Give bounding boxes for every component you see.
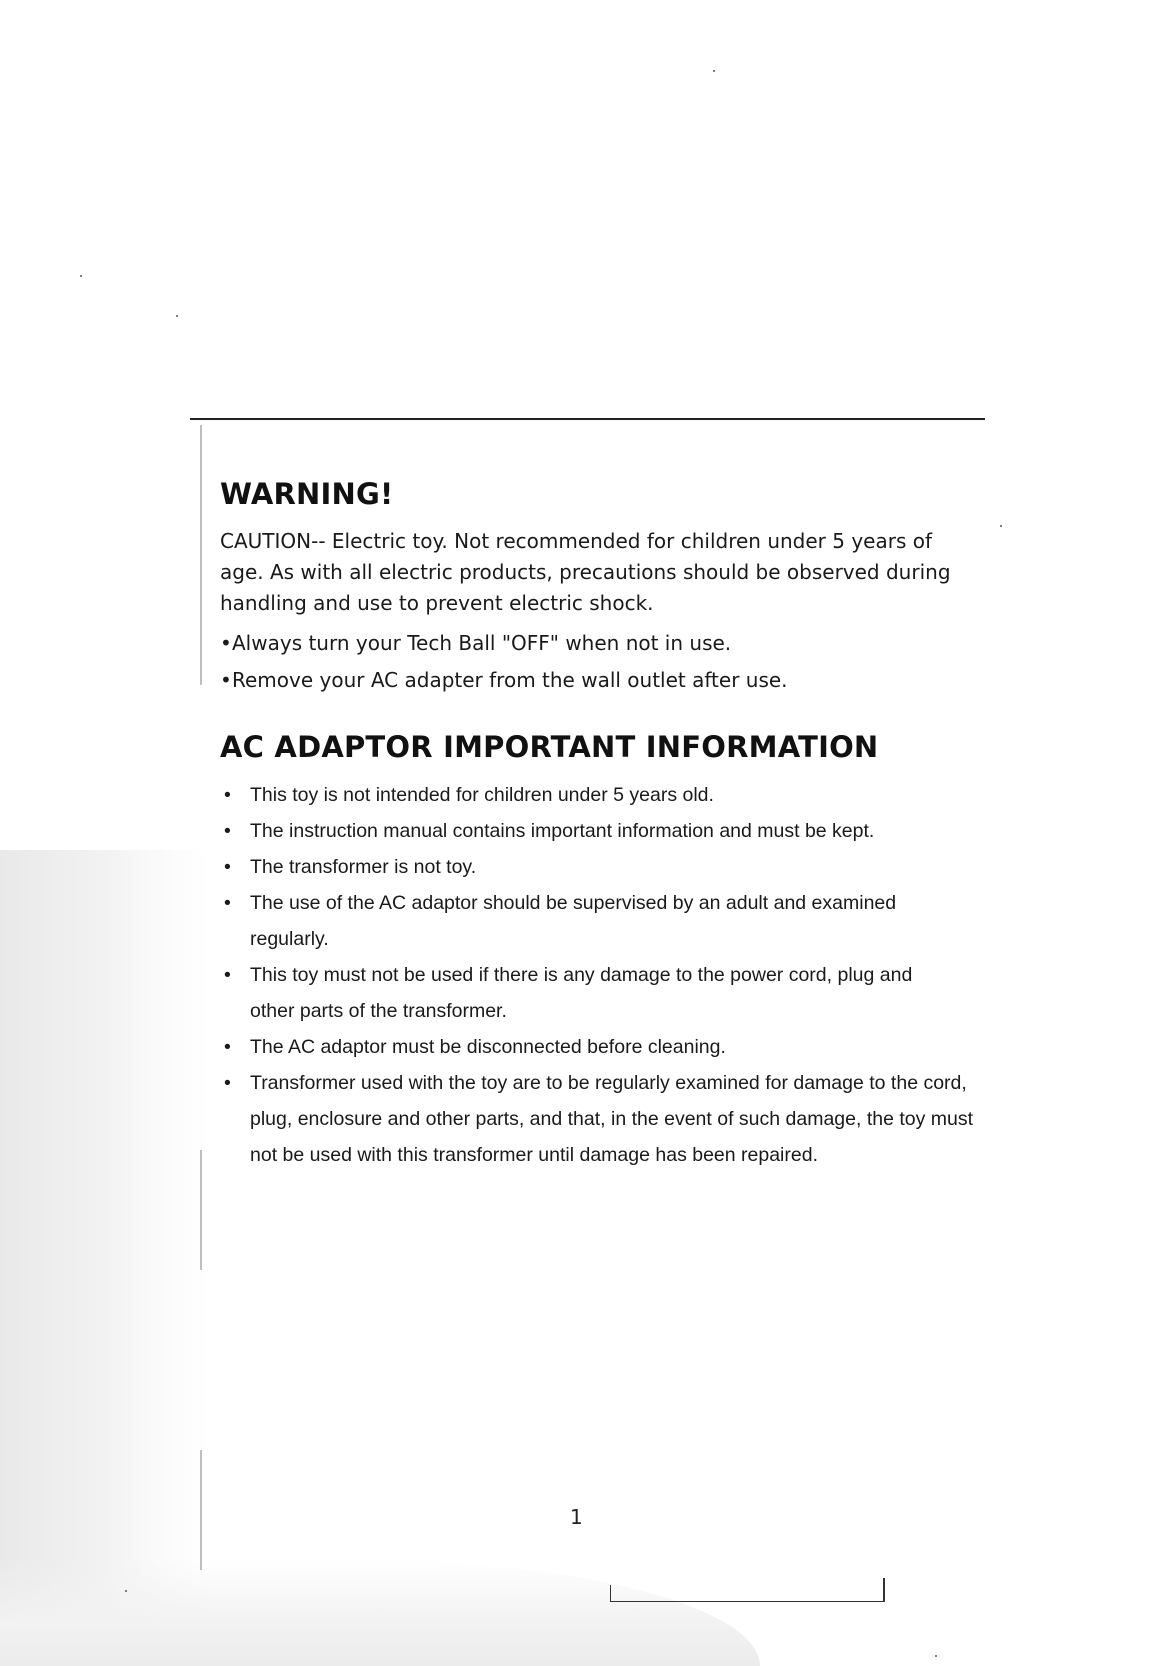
bullet-icon: • [220, 631, 232, 655]
scan-speck [1000, 525, 1002, 527]
top-rule [190, 418, 985, 420]
bullet-icon: • [220, 668, 232, 692]
scan-speck [935, 1655, 937, 1657]
warning-paragraph: CAUTION-- Electric toy. Not recommended for children under 5 years of age. As with all electric products, precautions should be observed during handling and use to prevent electric shock. [220, 529, 951, 615]
warning-bullet-list [220, 625, 980, 699]
bullet-icon: • [224, 820, 231, 842]
warning-bullet-text: Always turn your Tech Ball "OFF" when not in use. [232, 631, 732, 655]
binding-line [200, 1450, 202, 1570]
ac-adaptor-title: AC ADAPTOR IMPORTANT INFORMATION [220, 730, 879, 764]
scan-speck [176, 315, 178, 317]
bullet-icon: • [224, 964, 231, 986]
list-item [220, 885, 980, 957]
bullet-icon: • [224, 856, 231, 878]
list-item [220, 1029, 980, 1065]
ac-adaptor-list [220, 777, 980, 1173]
list-item [220, 957, 980, 1029]
ac-item-text: This toy is not intended for children under 5 years old. [250, 784, 714, 806]
list-item [220, 1065, 980, 1173]
list-item [220, 813, 980, 849]
ac-item-text: The instruction manual contains important information and must be kept. [250, 820, 875, 842]
list-item [220, 777, 980, 813]
binding-line [200, 1150, 202, 1270]
ac-item-text: The transformer is not toy. [250, 856, 477, 878]
binding-line [200, 425, 202, 685]
bullet-icon: • [224, 892, 231, 914]
bullet-icon: • [224, 1036, 231, 1058]
crop-mark [883, 1578, 885, 1601]
ac-item-text: The AC adaptor must be disconnected before cleaning. [250, 1036, 726, 1058]
list-item [220, 662, 980, 699]
crop-mark [610, 1585, 885, 1602]
scan-shadow-left [0, 850, 210, 1666]
warning-title: WARNING! [220, 477, 394, 511]
list-item [220, 849, 980, 885]
list-item [220, 625, 980, 662]
scan-speck [125, 1590, 127, 1592]
warning-bullet-text: Remove your AC adapter from the wall outlet after use. [232, 668, 788, 692]
ac-item-text: This toy must not be used if there is any damage to the power cord, plug and other parts of the transformer. [250, 964, 913, 1022]
scan-shadow-bottom [0, 1560, 760, 1666]
ac-item-text: Transformer used with the toy are to be regularly examined for damage to the cord, plug, enclosure and other parts, and that, in the event of such damage, the toy must not be used with this transformer until damage has been repaired. [250, 1072, 974, 1166]
scan-speck [713, 70, 715, 72]
ac-item-text: The use of the AC adaptor should be supervised by an adult and examined regularly. [250, 892, 897, 950]
bullet-icon: • [224, 1072, 231, 1094]
page-number: 1 [570, 1505, 583, 1529]
scan-speck [80, 275, 82, 277]
page-content [220, 470, 980, 1173]
bullet-icon: • [224, 784, 231, 806]
